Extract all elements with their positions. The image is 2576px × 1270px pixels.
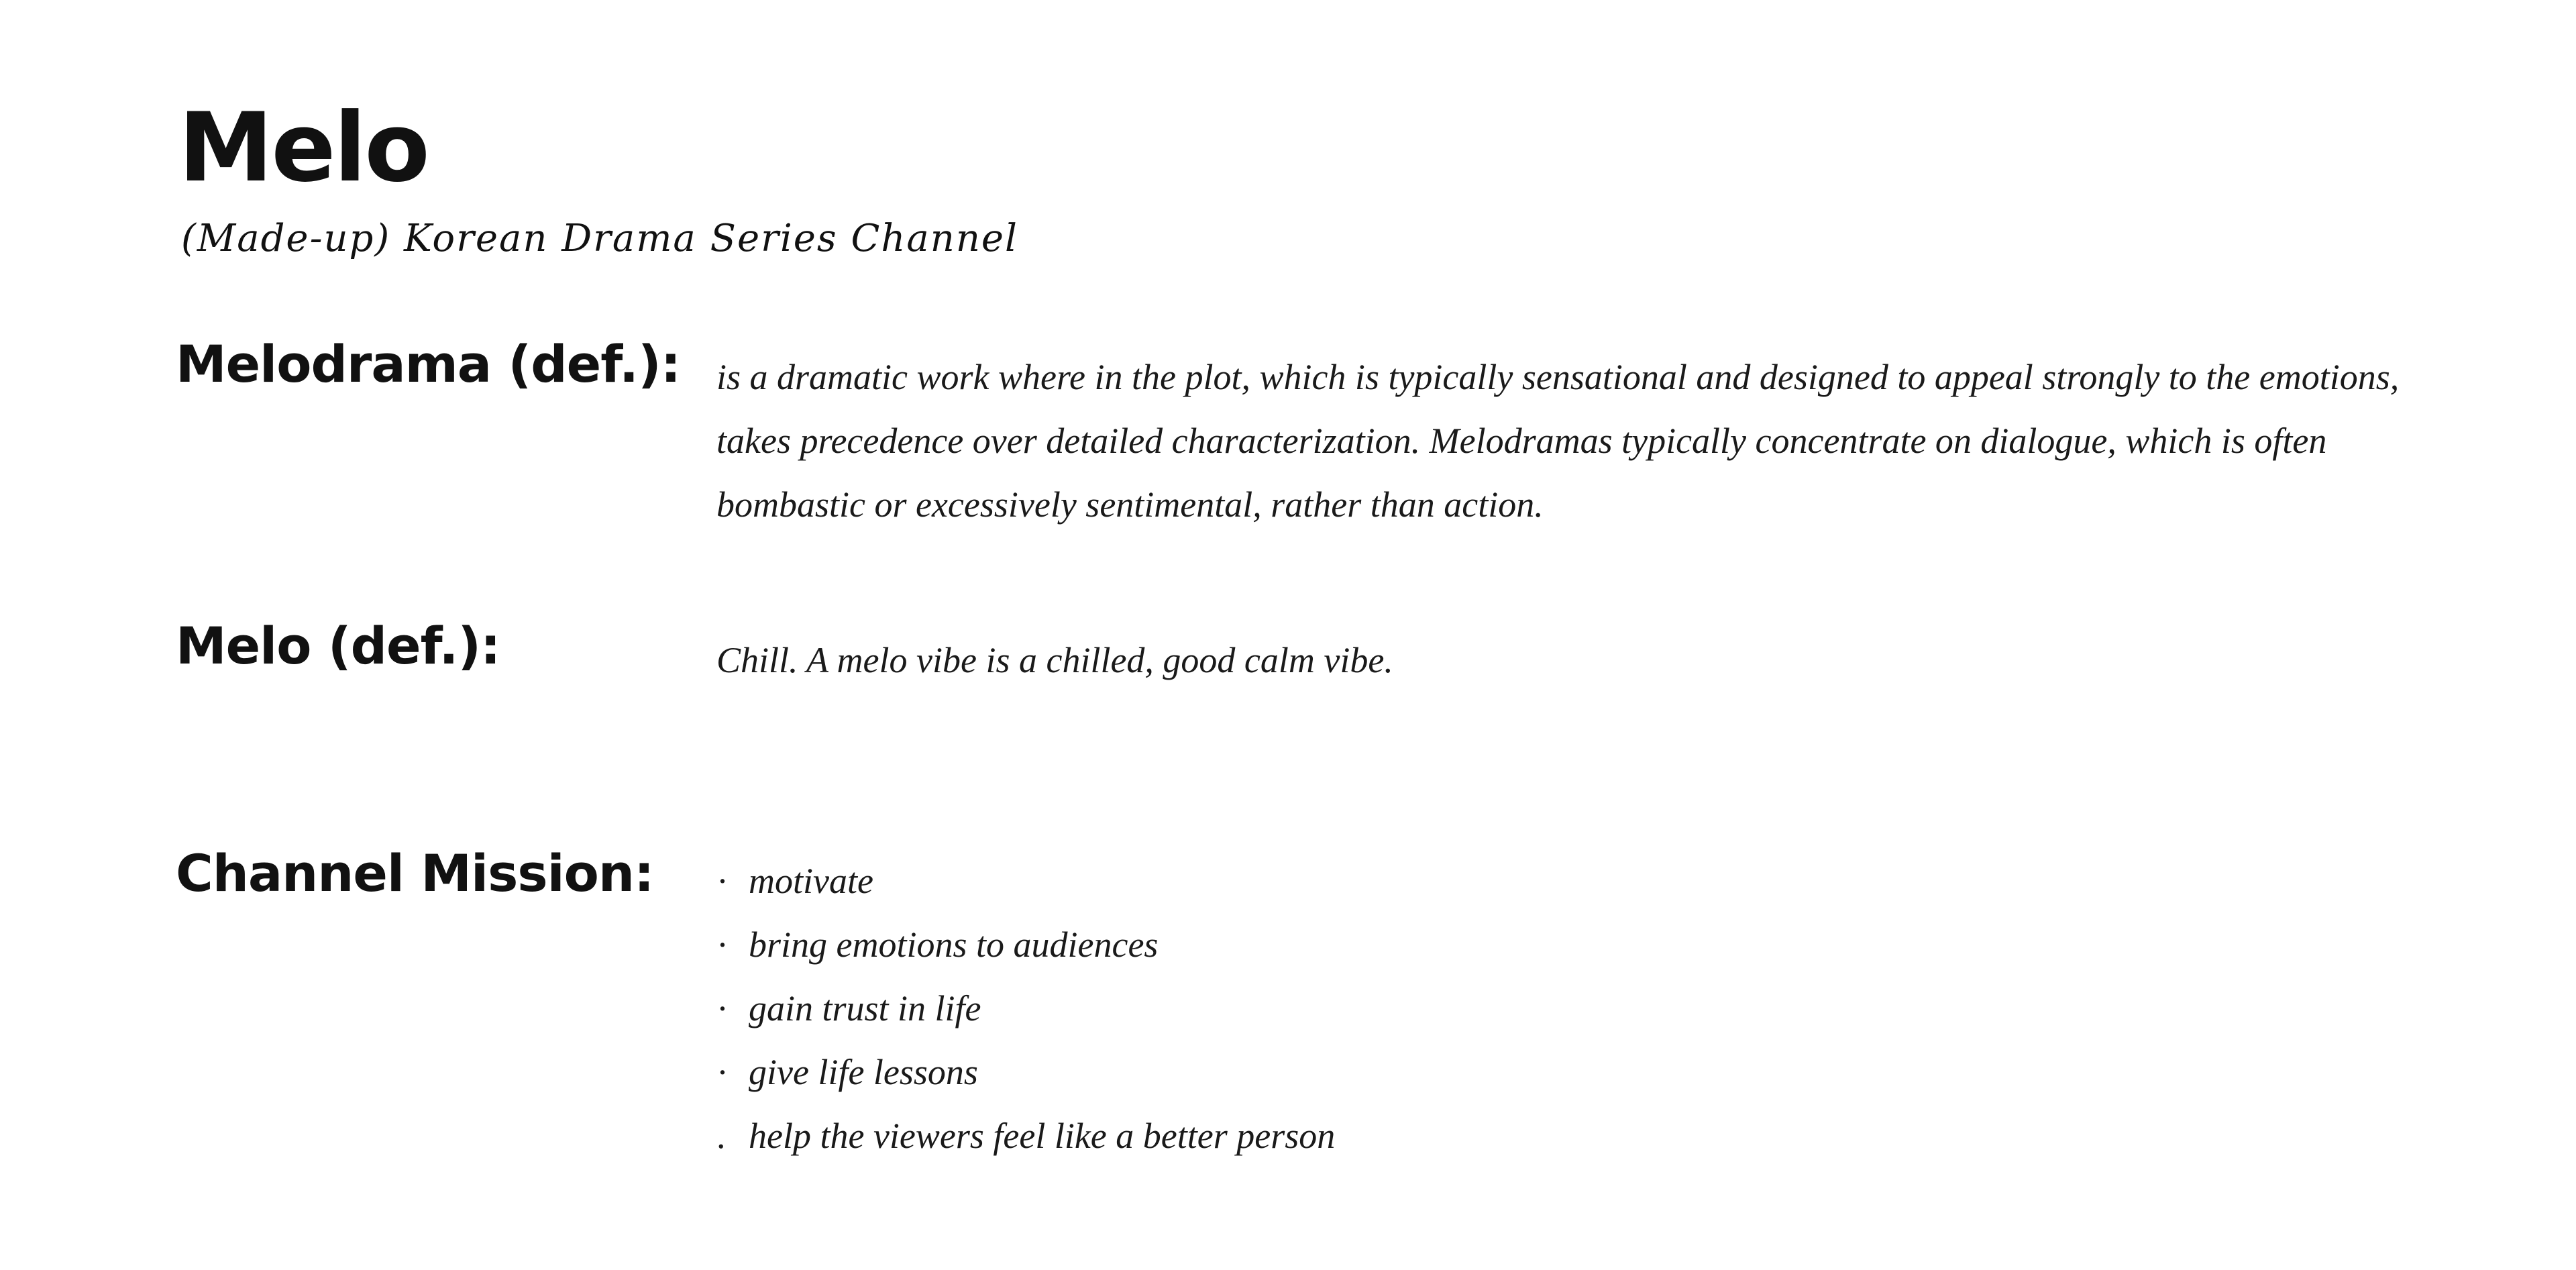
- mission-list: [716, 849, 1335, 1168]
- melo-definition-heading: Melo (def.):: [176, 616, 500, 676]
- page-title: Melo: [178, 93, 428, 203]
- bullet-icon: ·: [716, 861, 729, 901]
- melo-definition-text: Chill. A melo vibe is a chilled, good calm vibe.: [716, 640, 1393, 680]
- mission-list-item: [716, 1041, 1335, 1104]
- bullet-icon: ·: [716, 988, 729, 1028]
- bullet-icon: .: [716, 1116, 726, 1156]
- bullet-icon: ·: [716, 924, 729, 965]
- mission-item-text: motivate: [749, 861, 873, 901]
- mission-item-text: bring emotions to audiences: [749, 924, 1159, 965]
- mission-item-text: help the viewers feel like a better person: [749, 1116, 1336, 1156]
- bullet-icon: ·: [716, 1052, 729, 1092]
- melodrama-definition-heading: Melodrama (def.):: [176, 334, 681, 394]
- mission-list-item: [716, 849, 1335, 913]
- mission-list-item: [716, 1104, 1335, 1168]
- mission-item-text: gain trust in life: [749, 988, 981, 1028]
- mission-list-item: [716, 913, 1335, 977]
- mission-item-text: give life lessons: [749, 1052, 978, 1092]
- melodrama-definition-text: is a dramatic work where in the plot, which is typically sensational and designed to appeal strongly to the emotions, takes precedence over detailed characterization. Melodramas typically concentrate on dialogue, which is often bombastic or excessively sentimental, rather than action.: [716, 357, 2400, 525]
- mission-list-item: [716, 977, 1335, 1041]
- channel-mission-heading: Channel Mission:: [176, 843, 654, 903]
- page-subtitle: (Made-up) Korean Drama Series Channel: [181, 217, 1018, 260]
